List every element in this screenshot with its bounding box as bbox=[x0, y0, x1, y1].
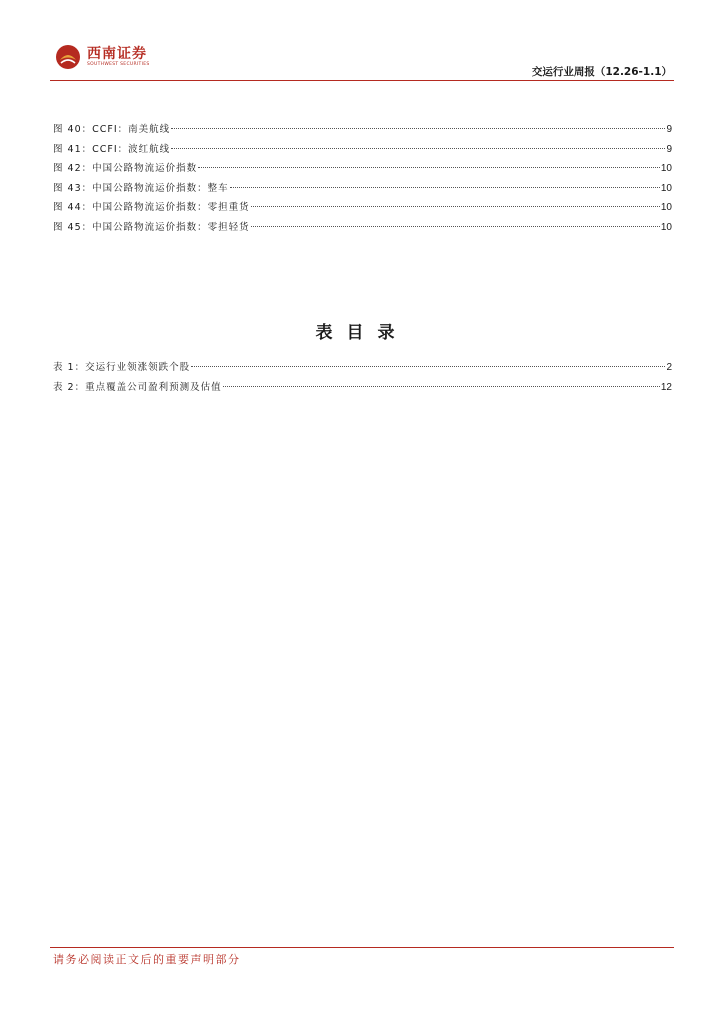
toc-dot-leader bbox=[171, 148, 665, 149]
toc-entry-page: 2 bbox=[666, 362, 672, 373]
toc-entry-page: 10 bbox=[660, 221, 672, 233]
toc-entry-label: 图 40：CCFI：南美航线 bbox=[53, 124, 171, 135]
toc-dot-leader bbox=[251, 206, 660, 207]
toc-entry-page: 10 bbox=[660, 163, 672, 174]
company-logo bbox=[55, 44, 150, 70]
toc-entry[interactable] bbox=[53, 141, 672, 161]
toc-entry[interactable] bbox=[53, 180, 672, 200]
report-title: 交运行业周报（12.26-1.1） bbox=[531, 66, 672, 78]
toc-entry-page: 12 bbox=[660, 381, 672, 393]
toc-entry-label: 图 44：中国公路物流运价指数：零担重货 bbox=[53, 202, 250, 213]
toc-entry-label: 图 42：中国公路物流运价指数 bbox=[53, 163, 198, 174]
toc-entry-label: 图 45：中国公路物流运价指数：零担轻货 bbox=[53, 221, 250, 233]
logo-chinese-name: 西南证券 bbox=[87, 45, 147, 62]
toc-entry-page: 9 bbox=[666, 143, 672, 155]
table-toc-list bbox=[53, 359, 672, 398]
toc-entry-label: 图 43：中国公路物流运价指数：整车 bbox=[53, 182, 229, 194]
toc-entry-label: 表 1：交运行业领涨领跌个股 bbox=[53, 362, 191, 373]
logo-english-name: SOUTHWEST SECURITIES bbox=[87, 61, 150, 67]
figure-toc-list bbox=[53, 121, 672, 238]
footer-disclaimer: 请务必阅读正文后的重要声明部分 bbox=[53, 953, 241, 966]
toc-entry[interactable] bbox=[53, 121, 672, 141]
toc-dot-leader bbox=[223, 386, 660, 387]
toc-dot-leader bbox=[230, 187, 660, 188]
toc-entry-page: 9 bbox=[666, 124, 672, 135]
toc-entry[interactable] bbox=[53, 359, 672, 379]
table-toc-heading: 表目录 bbox=[315, 323, 409, 343]
toc-dot-leader bbox=[191, 366, 665, 367]
toc-dot-leader bbox=[251, 226, 660, 227]
toc-entry-page: 10 bbox=[660, 182, 672, 194]
footer-divider bbox=[50, 947, 674, 948]
toc-entry[interactable] bbox=[53, 160, 672, 180]
page-header bbox=[0, 0, 724, 82]
toc-entry[interactable] bbox=[53, 199, 672, 219]
toc-entry-page: 10 bbox=[660, 202, 672, 213]
logo-mark-icon bbox=[55, 44, 81, 70]
toc-entry-label: 表 2：重点覆盖公司盈利预测及估值 bbox=[53, 381, 222, 393]
header-divider bbox=[50, 80, 674, 81]
toc-entry-label: 图 41：CCFI：波红航线 bbox=[53, 143, 171, 155]
toc-dot-leader bbox=[171, 128, 665, 129]
toc-entry[interactable] bbox=[53, 219, 672, 239]
toc-entry[interactable] bbox=[53, 379, 672, 399]
toc-dot-leader bbox=[198, 167, 660, 168]
